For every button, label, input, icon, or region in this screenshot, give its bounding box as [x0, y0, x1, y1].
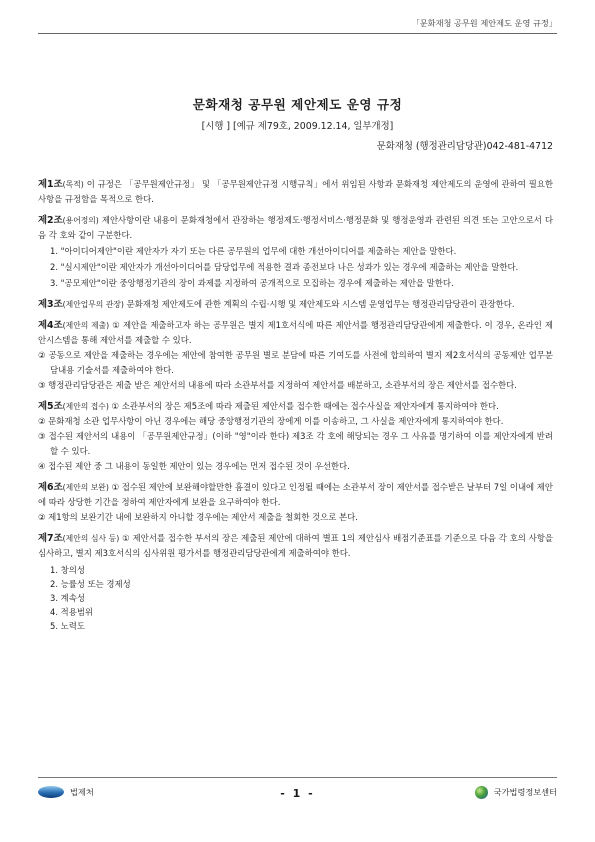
article-number: 제6조 — [38, 482, 63, 493]
article-text: 이 규정은 「공무원제안규정」 및 「공무원제안규정 시행규칙」에서 위임된 사항과 문화재청 제안제도의 운영에 관하여 필요한 사항을 규정함을 목적으로 한다. — [38, 179, 553, 204]
article-5-paragraph-2: ② 문화재청 소관 업무사항이 아닌 경우에는 해당 중앙행정기관의 장에게 이를 이송하고, 그 사실을 제안자에게 통지하여야 한다. — [38, 416, 504, 426]
article-6 — [38, 480, 553, 510]
article-2-item-1: 1. "아이디어제안"이란 제안자가 자기 또는 다른 공무원의 업무에 대한 개선아이디어를 제출하는 제안을 말한다. — [50, 246, 457, 256]
article-caption: (용어정의) — [62, 216, 99, 225]
document-title: 문화재청 공무원 제안제도 운영 규정 — [192, 97, 403, 112]
footer-right — [475, 786, 557, 799]
header-divider — [38, 33, 557, 34]
header-document-reference: 「문화재청 공무원 제안제도 운영 규정」 — [411, 18, 557, 28]
article-3 — [38, 297, 553, 312]
article-text: ① 소관부서의 장은 제5조에 따라 제출된 제안서를 접수한 때에는 접수사실을 제안자에게 통지하여야 한다. — [108, 401, 499, 411]
article-text: ① 제안서를 접수한 부서의 장은 제출된 제안에 대하여 별표 1의 제안심사 배점기준표를 기준으로 다음 각 호의 사항을 심사하고, 별지 제3호서식의 심사위원 평가서를 행정관리담당관에게 제출하여야 한다. — [38, 533, 553, 558]
list-item: 3. 계속성 — [50, 593, 85, 603]
article-caption: (목적) — [62, 180, 84, 189]
article-7-criteria-list — [50, 563, 553, 633]
article-text: 문화재청 제안제도에 관한 계획의 수립·시행 및 제안제도와 시스템 운영업무는 행정관리담당관이 관장한다. — [123, 299, 515, 309]
article-4-paragraph-3: ③ 행정관리담당관은 제출 받은 제안서의 내용에 따라 소관부서를 지정하여 제안서를 배분하고, 소관부서의 장은 제안서를 접수한다. — [38, 380, 517, 390]
article-number: 제7조 — [38, 533, 63, 544]
article-1 — [38, 177, 553, 207]
department-contact: 문화재청 (행정관리담당관)042-481-4712 — [376, 141, 553, 152]
page-footer — [38, 786, 557, 804]
article-2-item-2: 2. "실시제안"이란 제안자가 개선아이디어를 담당업무에 적용한 결과 종전보다 나은 성과가 있는 경우에 제출하는 제안을 말한다. — [50, 262, 519, 272]
article-text: ① 접수된 제안에 보완해야할만한 흠결이 있다고 인정될 때에는 소관부서 장이 제안서를 접수받은 날부터 7일 이내에 제안에 따라 상당한 기간을 정하여 제안자에게 보완을 요구하여야 한다. — [38, 482, 553, 507]
footer-left-label: 법제처 — [70, 786, 94, 797]
article-4-paragraph-2: ② 공동으로 제안을 제출하는 경우에는 제안에 참여한 공무원 별로 분담에 따른 기여도를 사전에 합의하여 별지 제2호서식의 공동제안 업무분담내용 기술서를 제출하여야 한다. — [38, 350, 553, 375]
article-2-item-3: 3. "공모제안"이란 중앙행정기관의 장이 과제를 지정하여 공개적으로 모집하는 경우에 제출하는 제안을 말한다. — [50, 278, 454, 288]
article-number: 제1조 — [38, 179, 63, 190]
list-item: 5. 노력도 — [50, 621, 85, 631]
article-6-paragraph-2: ② 제1항의 보완기간 내에 보완하지 아니할 경우에는 제안서 제출을 철회한 것으로 본다. — [38, 512, 358, 522]
article-text: 제안사항이란 내용이 문화재청에서 관장하는 행정제도·행정서비스·행정문화 및 행정운영과 관련된 의견 또는 고안으로서 다음 각 호와 같이 구분한다. — [38, 215, 553, 240]
list-item: 2. 능률성 또는 경제성 — [50, 579, 131, 589]
globe-logo-icon — [475, 786, 488, 799]
article-5 — [38, 399, 553, 414]
article-text: ① 제안을 제출하고자 하는 공무원은 별지 제1호서식에 따른 제안서를 행정관리담당관에게 제출한다. 이 경우, 온라인 제안시스템을 통해 제안서를 제출할 수 있다. — [38, 320, 553, 345]
article-number: 제5조 — [38, 401, 63, 412]
article-caption: (제안의 접수) — [62, 402, 109, 411]
list-item: 1. 창의성 — [50, 565, 85, 575]
document-body — [38, 177, 553, 633]
page-number: - 1 - — [280, 787, 315, 800]
list-item: 4. 적용범위 — [50, 607, 94, 617]
article-number: 제2조 — [38, 215, 63, 226]
article-caption: (제안의 심사 등) — [62, 534, 120, 543]
article-number: 제3조 — [38, 299, 63, 310]
article-caption: (제안의 보완) — [62, 483, 109, 492]
footer-right-label: 국가법령정보센터 — [493, 787, 557, 797]
article-caption: (제안의 제출) — [62, 321, 110, 330]
article-4 — [38, 318, 553, 348]
footer-divider — [38, 777, 557, 778]
article-5-paragraph-3: ③ 접수된 제안서의 내용이 「공무원제안규정」(이하 "영"이라 한다) 제3조 각 호에 해당되는 경우 그 사유를 명기하여 이를 제안자에게 반려할 수 있다. — [38, 431, 553, 456]
article-7 — [38, 531, 553, 561]
article-2 — [38, 213, 553, 243]
article-5-paragraph-4: ④ 접수된 제안 중 그 내용이 동일한 제안이 있는 경우에는 먼저 접수된 것이 우선한다. — [38, 461, 350, 471]
article-number: 제4조 — [38, 320, 63, 331]
enforcement-info: [시행 ] [예규 제79호, 2009.12.14, 일부개정] — [201, 121, 394, 132]
article-caption: (제안업무의 관장) — [62, 300, 124, 309]
